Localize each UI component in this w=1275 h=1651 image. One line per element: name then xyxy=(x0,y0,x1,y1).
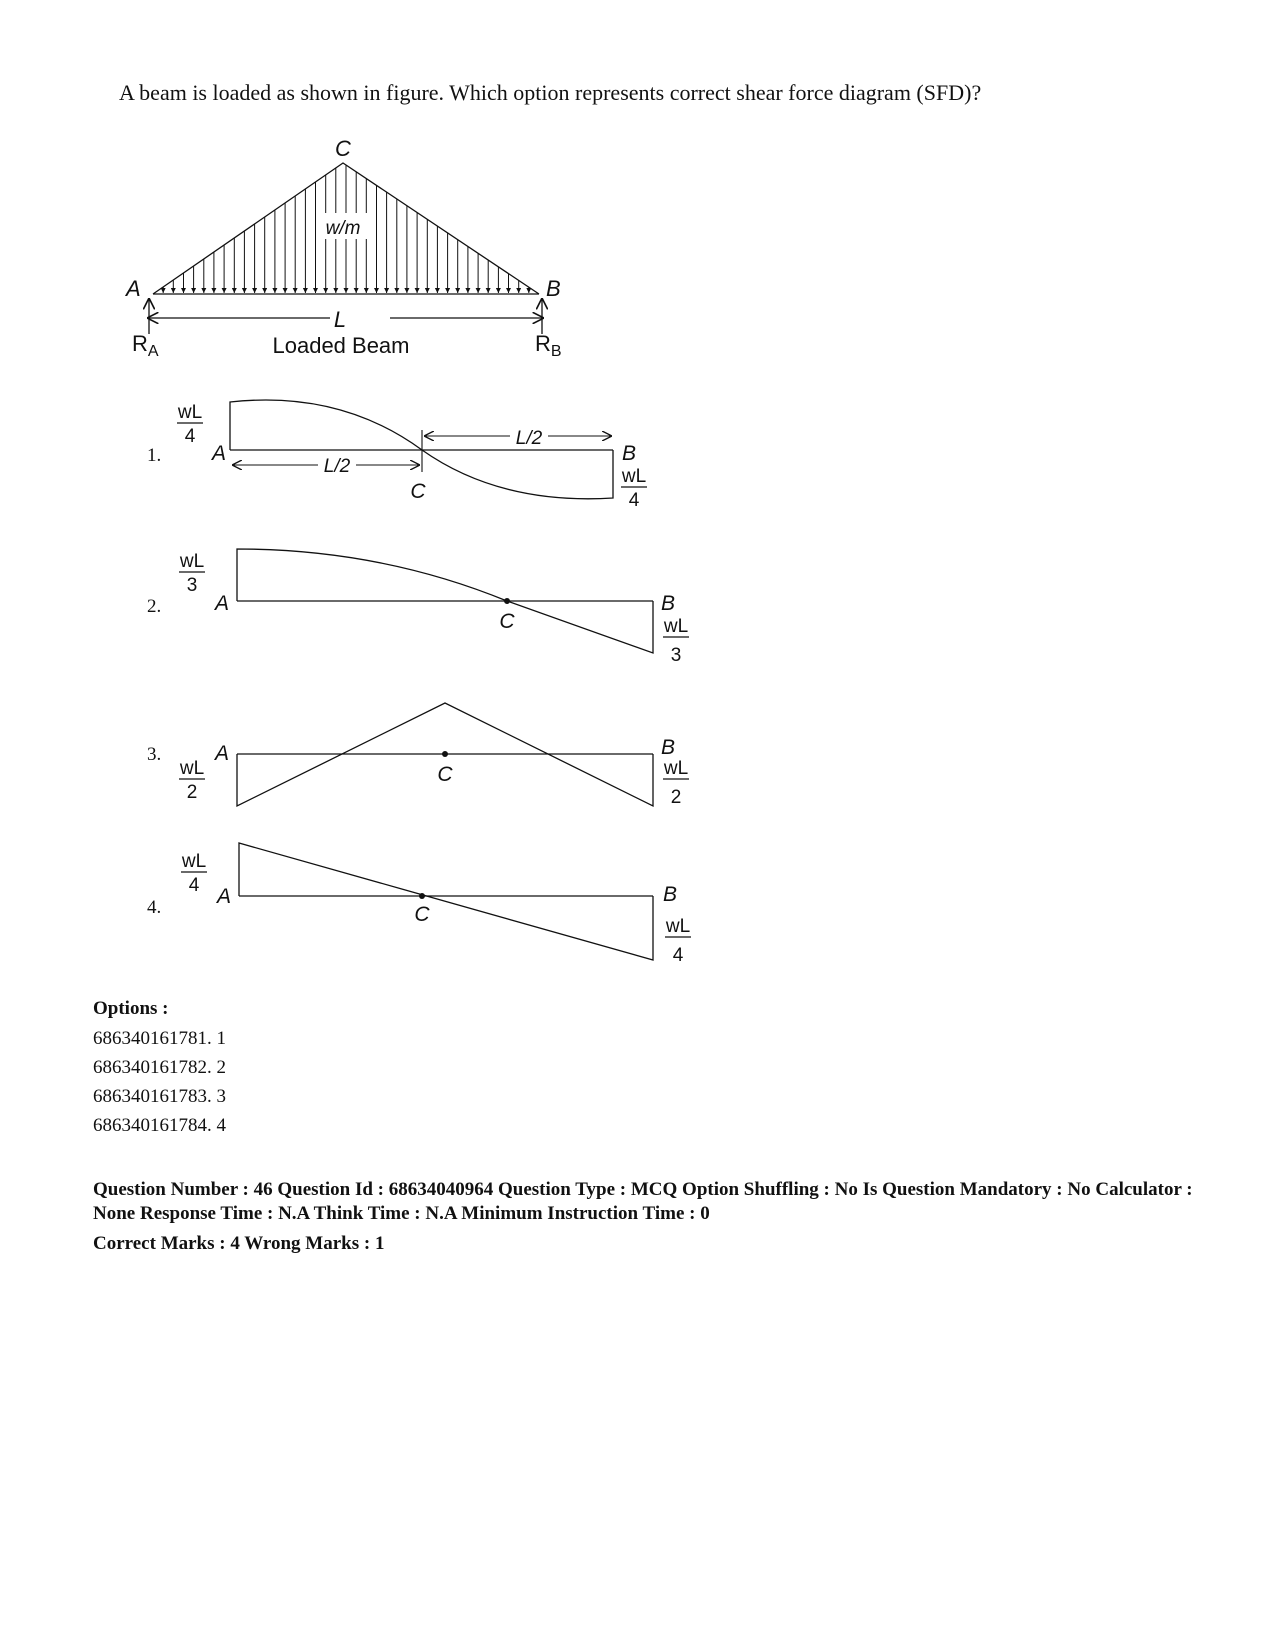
sfd-positive-curve xyxy=(230,400,422,450)
option-item-3[interactable]: 686340161783. 3 xyxy=(93,1086,226,1107)
reaction-rb: $R_B$ xyxy=(535,331,562,360)
apex-label-c: C xyxy=(335,136,351,161)
options-title: Options : xyxy=(93,998,169,1019)
right-frac-num: wL xyxy=(665,916,691,937)
sfd-option-number: 2. xyxy=(147,596,162,617)
half-span-right-label: L/2 xyxy=(515,428,543,449)
point-a: A xyxy=(215,592,230,615)
sfd-option-2 xyxy=(147,549,689,666)
reaction-ra: $R_A$ xyxy=(132,331,159,360)
option-item-4[interactable]: 686340161784. 4 xyxy=(93,1115,226,1136)
left-frac-num: wL xyxy=(179,551,205,572)
point-b: B xyxy=(661,592,676,615)
right-frac-den: 4 xyxy=(672,945,684,966)
midpoint-c xyxy=(442,751,448,757)
left-frac-den: 2 xyxy=(186,782,198,803)
left-frac-den: 3 xyxy=(186,575,198,596)
right-frac-num: wL xyxy=(663,758,689,779)
point-c: C xyxy=(437,763,453,786)
point-b: B xyxy=(622,442,637,465)
zero-point-c xyxy=(419,893,425,899)
figure-caption: Loaded Beam xyxy=(272,333,410,358)
left-frac-den: 4 xyxy=(188,875,200,896)
right-frac-num: wL xyxy=(621,466,647,487)
sfd-negative-curve xyxy=(422,450,613,499)
point-c: C xyxy=(414,903,430,926)
point-a: A xyxy=(212,442,227,465)
loaded-beam-figure xyxy=(124,136,562,360)
point-b: B xyxy=(663,883,678,906)
point-c: C xyxy=(499,610,515,633)
span-label: L xyxy=(333,307,347,332)
point-b: B xyxy=(661,736,676,759)
metadata-line-2: Correct Marks : 4 Wrong Marks : 1 xyxy=(93,1233,385,1254)
option-item-1[interactable]: 686340161781. 1 xyxy=(93,1028,226,1049)
sfd-option-number: 3. xyxy=(147,744,162,765)
sfd-option-number: 4. xyxy=(147,897,162,918)
sfd-option-1 xyxy=(147,400,647,511)
point-a: A xyxy=(215,742,230,765)
option-item-2[interactable]: 686340161782. 2 xyxy=(93,1057,226,1078)
question-text: A beam is loaded as shown in figure. Which option represents correct shear force diagram (SFD)? xyxy=(119,80,982,105)
question-metadata xyxy=(93,1178,1213,1256)
metadata-line-1: Question Number : 46 Question Id : 68634040964 Question Type : MCQ Option Shuffling : No Is Question Mandatory : No Calculator : None Response Time : N.A Think Time : N.A Minimum Instruction Time : 0 xyxy=(93,1179,1193,1224)
load-label: w/m xyxy=(325,218,361,239)
sfd-curve xyxy=(239,843,653,960)
support-label-a: A xyxy=(126,276,141,301)
zero-point-c xyxy=(504,598,510,604)
left-frac-den: 4 xyxy=(184,426,196,447)
right-frac-den: 4 xyxy=(628,490,640,511)
options-list xyxy=(93,998,226,1140)
right-frac-den: 3 xyxy=(670,645,682,666)
support-label-b: B xyxy=(546,276,561,301)
half-span-left-label: L/2 xyxy=(323,456,351,477)
right-frac-num: wL xyxy=(663,616,689,637)
sfd-option-4 xyxy=(147,843,691,966)
sfd-option-number: 1. xyxy=(147,445,162,466)
point-a: A xyxy=(217,885,232,908)
sfd-option-3 xyxy=(147,703,689,808)
point-c: C xyxy=(410,480,426,503)
left-frac-num: wL xyxy=(181,851,207,872)
right-frac-den: 2 xyxy=(670,787,682,808)
left-frac-num: wL xyxy=(177,402,203,423)
left-frac-num: wL xyxy=(179,758,205,779)
